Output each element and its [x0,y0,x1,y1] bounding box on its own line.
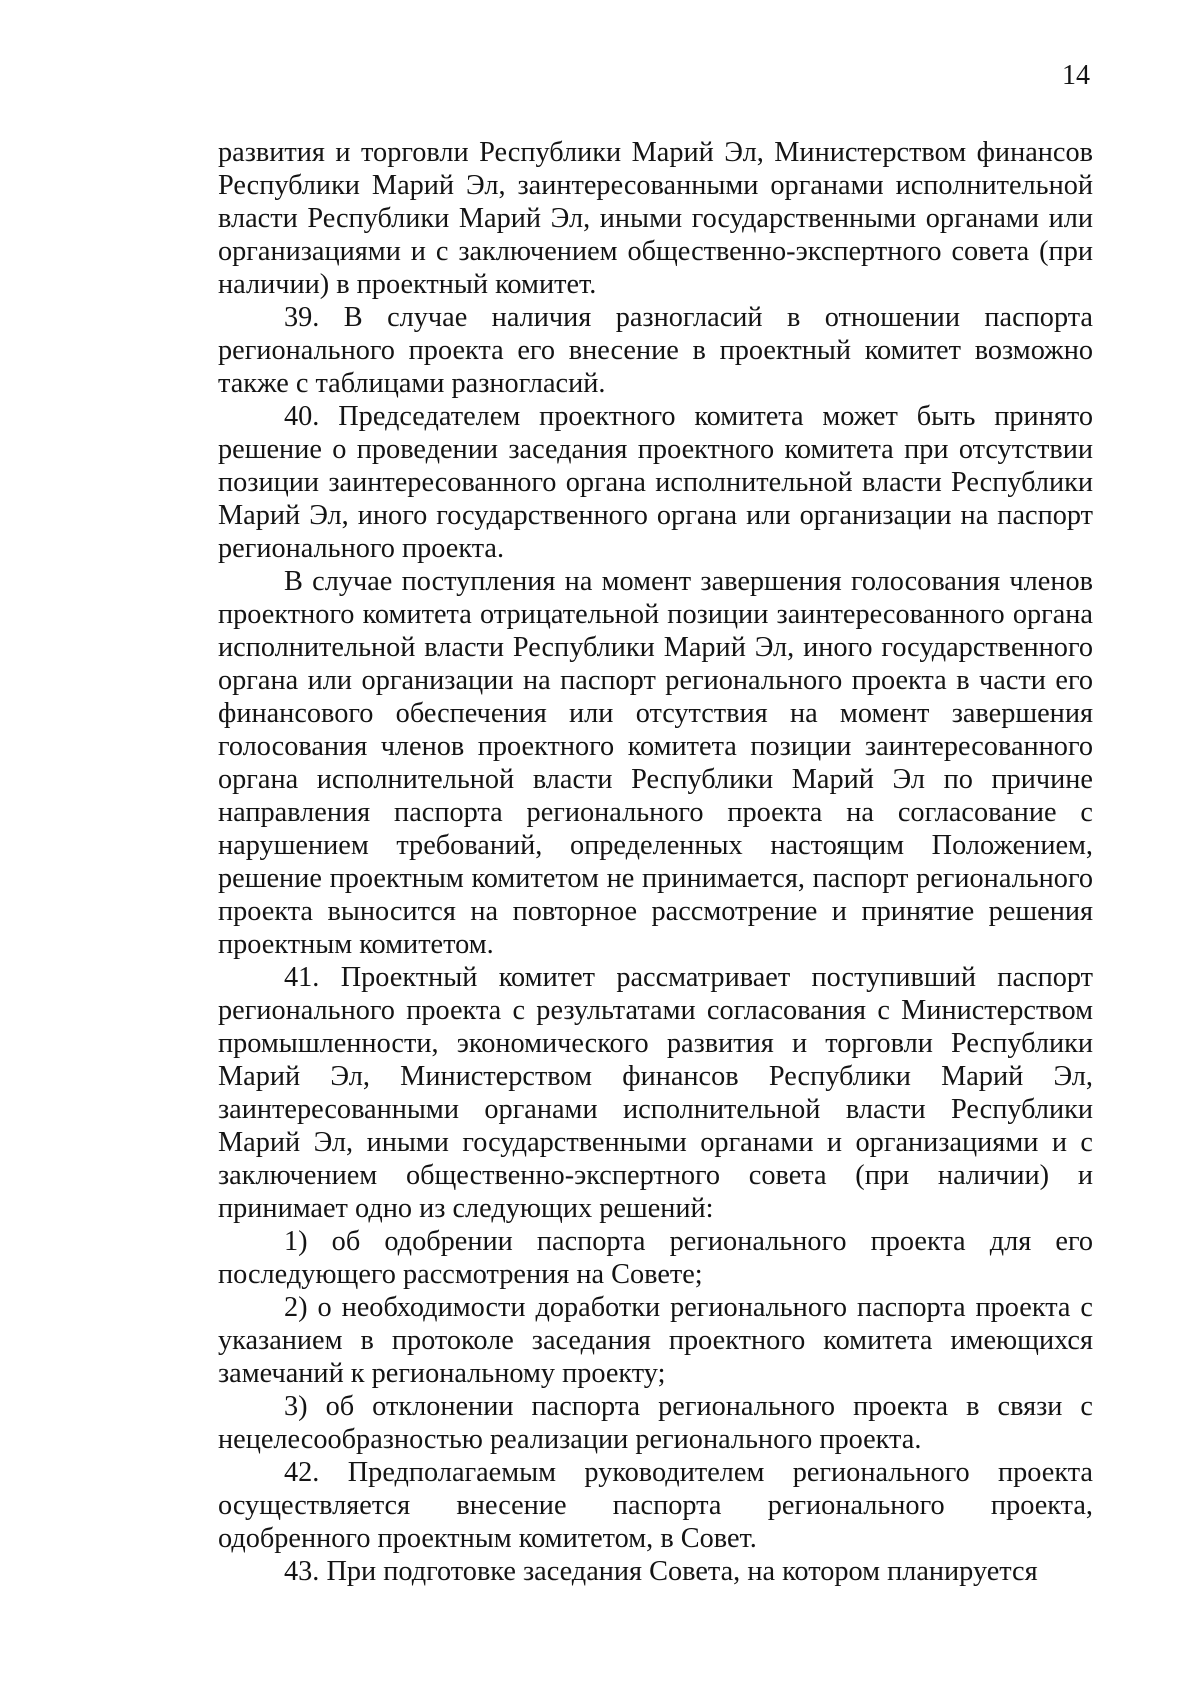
list-item-2: 2) о необходимости доработки регионального паспорта проекта с указанием в протоколе заседания проектного комитета имеющихся замечаний к региональному проекту; [218,1292,1093,1389]
paragraph-40: 40. Председателем проектного комитета может быть принято решение о проведении заседания проектного комитета при отсутствии позиции заинтересованного органа исполнительной власти Республики Марий Эл, иного государственного органа или организации на паспорт регионального проекта. [218,401,1093,564]
paragraph-41: 41. Проектный комитет рассматривает поступивший паспорт регионального проекта с результатами согласования с Министерством промышленности, экономического развития и торговли Республики Марий Эл, Министерством финансов Республики Марий Эл, заинтересованными органами исполнительной власти Республики Марий Эл, иными государственными органами и организациями и с заключением общественно-экспертного совета (при наличии) и принимает одно из следующих решений: [218,962,1093,1224]
paragraph-43: 43. При подготовке заседания Совета, на котором планируется [284,1556,1038,1587]
list-item-1: 1) об одобрении паспорта регионального проекта для его последующего рассмотрения на Совете; [218,1226,1093,1290]
paragraph-39: 39. В случае наличия разногласий в отношении паспорта регионального проекта его внесение в проектный комитет возможно также с таблицами разногласий. [218,302,1093,399]
list-item-3: 3) об отклонении паспорта регионального проекта в связи с нецелесообразностью реализации регионального проекта. [218,1391,1093,1455]
paragraph-42: 42. Предполагаемым руководителем регионального проекта осуществляется внесение паспорта регионального проекта, одобренного проектным комитетом, в Совет. [218,1457,1093,1554]
paragraph-continuation: развития и торговли Республики Марий Эл, Министерством финансов Республики Марий Эл, заинтересованными органами исполнительной власти Республики Марий Эл, иными государственными органами или организациями и с заключением общественно-экспертного совета (при наличии) в проектный комитет. [218,137,1093,300]
page-number: 14 [1062,60,1090,91]
document-body [218,136,1093,1588]
paragraph-40-part-2: В случае поступления на момент завершения голосования членов проектного комитета отрицательной позиции заинтересованного органа исполнительной власти Республики Марий Эл, иного государственного органа или организации на паспорт регионального проекта в части его финансового обеспечения или отсутствия на момент завершения голосования членов проектного комитета позиции заинтересованного органа исполнительной власти Республики Марий Эл по причине направления паспорта регионального проекта на согласование с нарушением требований, определенных настоящим Положением, решение проектным комитетом не принимается, паспорт регионального проекта выносится на повторное рассмотрение и принятие решения проектным комитетом. [218,566,1093,960]
